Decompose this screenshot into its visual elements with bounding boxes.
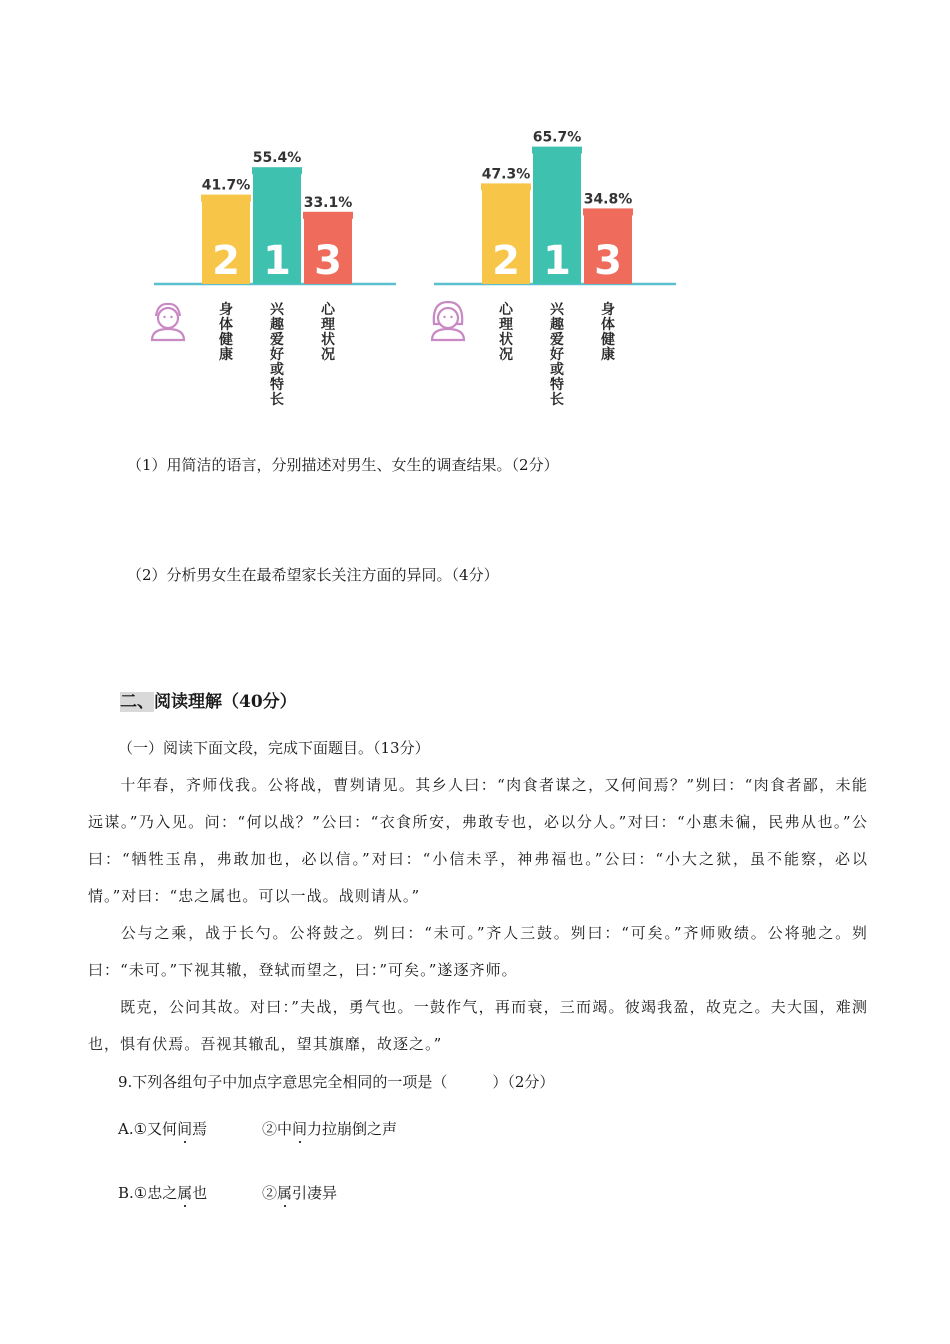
section-title: 阅读理解（40分）	[154, 692, 297, 712]
passage-p1-text: 十年春，齐师伐我。公将战，曹刿请见。其乡人曰：“肉食者谋之，又何间焉？”刿曰：“肉食者鄙，未能远谋。”乃入见。问：“何以战？”公曰：“衣食所安，弗敢专也，必以分人。”对曰：“小惠未徧，民弗从也。”公曰：“牺牲玉帛，弗敢加也，必以信。”对曰：“小信未孚，神弗福也。”公曰：“小大之狱，虽不能察，必以情。”对曰：“忠之属也。可以一战。战则请从。”	[88, 776, 868, 905]
category-label-char: 心	[321, 302, 335, 318]
category-label-char: 理	[321, 317, 335, 333]
passage-p2-text: 公与之乘，战于长勺。公将鼓之。刿曰：“未可。”齐人三鼓。刿曰：“可矣。”齐师败绩。公将驰之。刿曰：“未可。”下视其辙，登轼而望之，曰：”可矣。”遂逐齐师。	[88, 924, 868, 979]
dotted-char: 属	[177, 1184, 193, 1202]
category-label-char: 或	[270, 362, 284, 378]
category-label-char: 康	[219, 347, 233, 363]
category-label-char: 健	[219, 332, 233, 348]
category-label-char: 爱	[270, 332, 284, 348]
bar-cap	[201, 195, 251, 202]
category-label-char: 体	[601, 317, 615, 333]
dotted-char: 间	[177, 1120, 193, 1138]
option-a-s1-post: 焉	[192, 1120, 208, 1138]
category-label-char: 康	[601, 347, 615, 363]
bar-value-label: 33.1%	[303, 194, 353, 211]
option-a-s2-pre: ②中	[262, 1120, 293, 1138]
category-label-char: 好	[550, 347, 564, 363]
category-label-char: 心	[499, 302, 513, 318]
category-label-char: 或	[550, 362, 564, 378]
category-label-char: 理	[499, 317, 513, 333]
passage-paragraph-3	[88, 989, 868, 1063]
option-a-sentence-1	[134, 1120, 207, 1138]
category-label-char: 特	[550, 377, 564, 393]
girl-icon	[432, 302, 464, 340]
section-heading	[120, 687, 297, 712]
passage-paragraph-2	[88, 915, 868, 989]
girl-survey-chart	[420, 110, 690, 420]
option-b	[118, 1183, 207, 1203]
passage-p3-text: 既克，公问其故。对曰：”夫战，勇气也。一鼓作气，再而衰，三而竭。彼竭我盈，故克之。夫大国，难测也，惧有伏焉。吾视其辙乱，望其旗靡，故逐之。”	[88, 998, 868, 1053]
rank-number: 1	[263, 238, 291, 284]
boy-icon	[152, 304, 184, 340]
option-b-sentence-2	[262, 1183, 337, 1203]
option-b-s2-post: 引凄异	[292, 1184, 338, 1202]
bar-value-label: 47.3%	[481, 166, 531, 183]
category-label-char: 特	[270, 377, 284, 393]
bar-value-label: 34.8%	[583, 191, 633, 208]
option-a-sentence-2	[262, 1119, 397, 1139]
option-a	[118, 1119, 207, 1139]
bar-value-label: 41.7%	[201, 177, 251, 194]
category-label-char: 爱	[550, 332, 564, 348]
category-label-char: 状	[499, 332, 513, 348]
option-b-sentence-1	[134, 1184, 207, 1202]
bar-value-label: 55.4%	[252, 150, 302, 167]
category-label-char: 长	[550, 392, 564, 408]
question-1: （1）用简洁的语言，分别描述对男生、女生的调查结果。（2分）	[127, 456, 559, 474]
category-label-char: 况	[499, 347, 513, 363]
category-label-char: 体	[219, 317, 233, 333]
option-a-s2-post: 力拉崩倒之声	[307, 1120, 398, 1138]
passage-paragraph-1	[88, 767, 868, 915]
bar-cap	[481, 183, 531, 190]
question-9-stem: 9.下列各组句子中加点字意思完全相同的一项是（ ）（2分）	[118, 1073, 555, 1091]
category-label-char: 健	[601, 332, 615, 348]
category-label-char: 状	[321, 332, 335, 348]
rank-number: 3	[314, 238, 342, 284]
category-label-char: 兴	[270, 302, 284, 318]
bar-cap	[303, 212, 353, 219]
category-label-char: 好	[270, 347, 284, 363]
part-1-instruction: （一）阅读下面文段，完成下面题目。（13分）	[118, 739, 430, 757]
rank-number: 3	[594, 238, 622, 284]
category-label-char: 兴	[550, 302, 564, 318]
bar-cap	[583, 208, 633, 215]
dotted-char: 间	[292, 1120, 308, 1138]
rank-number: 2	[212, 238, 240, 284]
question-2: （2）分析男女生在最希望家长关注方面的异同。（4分）	[127, 566, 499, 584]
dotted-char: 属	[277, 1184, 293, 1202]
boy-survey-chart	[140, 110, 410, 420]
option-a-s1-pre: ①又何	[133, 1120, 178, 1138]
bar-cap	[252, 167, 302, 174]
option-b-s2-pre: ②	[262, 1184, 278, 1202]
rank-number: 1	[543, 238, 571, 284]
category-label-char: 趣	[270, 317, 284, 333]
option-b-s1-post: 也	[192, 1184, 208, 1202]
bar-cap	[532, 147, 582, 154]
option-a-label: A.	[118, 1120, 134, 1138]
option-b-s1-pre: ①忠之	[133, 1184, 178, 1202]
category-label-char: 长	[270, 392, 284, 408]
category-label-char: 身	[601, 302, 615, 318]
category-label-char: 身	[219, 302, 233, 318]
option-b-label: B.	[118, 1184, 134, 1202]
rank-number: 2	[492, 238, 520, 284]
category-label-char: 趣	[550, 317, 564, 333]
bar-value-label: 65.7%	[532, 129, 582, 146]
category-label-char: 况	[321, 347, 335, 363]
section-number: 二、	[120, 692, 154, 712]
